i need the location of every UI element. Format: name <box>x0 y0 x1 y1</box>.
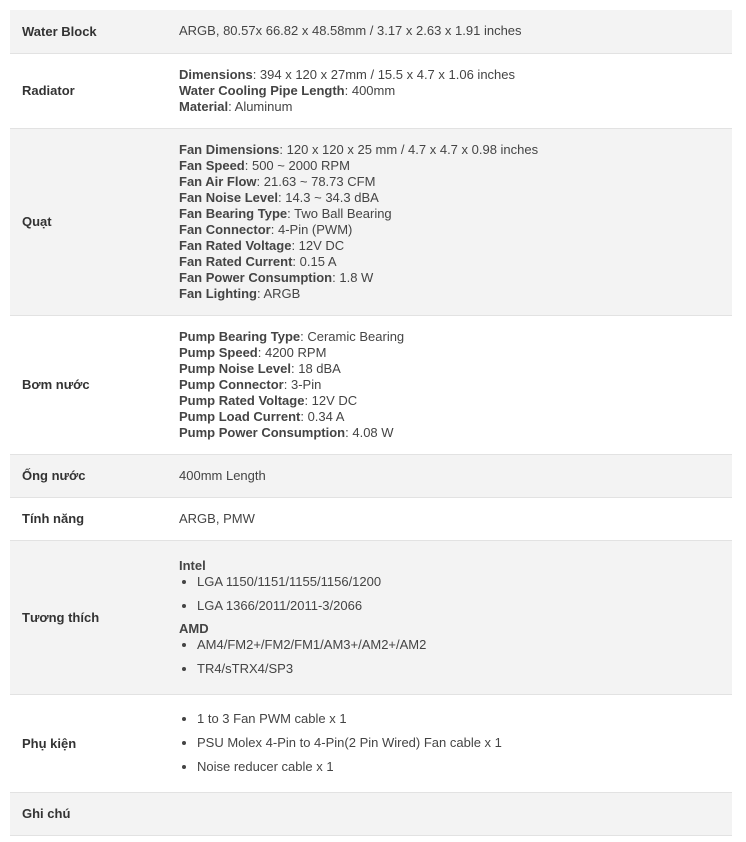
spec-val: : 12V DC <box>304 392 358 408</box>
spec-line <box>179 83 732 99</box>
spec-val: : 394 x 120 x 27mm / 15.5 x 4.7 x 1.06 inches <box>252 66 516 82</box>
spec-line <box>179 254 732 270</box>
spec-line <box>179 425 732 441</box>
spec-line <box>179 238 732 254</box>
spec-line <box>179 393 732 409</box>
spec-val: : 0.34 A <box>300 408 345 424</box>
spec-row-notes <box>10 792 732 835</box>
spec-label: Bơm nước <box>10 315 167 454</box>
accessory-item: • PSU Molex 4-Pin to 4-Pin(2 Pin Wired) Fan cable x 1 <box>197 735 732 751</box>
spec-value: ARGB, 80.57x 66.82 x 48.58mm / 3.17 x 2.63 x 1.91 inches <box>167 10 732 53</box>
spec-key: Fan Lighting <box>179 285 257 301</box>
compat-group-title: Intel <box>179 557 206 573</box>
spec-line <box>179 67 732 83</box>
spec-row-fan <box>10 128 732 315</box>
spec-label: Tương thích <box>10 540 167 694</box>
spec-line <box>179 222 732 238</box>
spec-val: : Two Ball Bearing <box>287 205 392 221</box>
spec-line <box>179 377 732 393</box>
spec-row-water-block <box>10 10 732 53</box>
spec-row-pump <box>10 315 732 454</box>
compat-item: • LGA 1150/1151/1155/1156/1200 <box>197 574 732 590</box>
spec-val: : 120 x 120 x 25 mm / 4.7 x 4.7 x 0.98 inches <box>279 141 539 157</box>
accessory-item: • 1 to 3 Fan PWM cable x 1 <box>197 711 732 727</box>
spec-val: : 14.3 ~ 34.3 dBA <box>277 189 379 205</box>
spec-val: : 500 ~ 2000 RPM <box>244 157 350 173</box>
spec-line <box>179 174 732 190</box>
spec-key: Fan Noise Level <box>179 189 278 205</box>
spec-value <box>167 694 732 792</box>
spec-val: : 0.15 A <box>292 253 337 269</box>
spec-label: Water Block <box>10 10 167 53</box>
spec-key: Fan Rated Current <box>179 253 293 269</box>
spec-key: Pump Speed <box>179 344 258 360</box>
spec-val: : 400mm <box>344 82 396 98</box>
spec-val: : 21.63 ~ 78.73 CFM <box>256 173 376 189</box>
spec-key: Material <box>179 98 229 114</box>
spec-key: Pump Rated Voltage <box>179 392 305 408</box>
spec-val: : Aluminum <box>228 98 293 114</box>
compat-item: • LGA 1366/2011/2011-3/2066 <box>197 598 732 614</box>
spec-key: Fan Rated Voltage <box>179 237 292 253</box>
spec-label: Tính năng <box>10 497 167 540</box>
spec-val: : 4200 RPM <box>257 344 327 360</box>
spec-key: Fan Air Flow <box>179 173 257 189</box>
spec-key: Fan Bearing Type <box>179 205 288 221</box>
spec-row-compatibility <box>10 540 732 694</box>
spec-label: Ống nước <box>10 454 167 497</box>
spec-value <box>167 128 732 315</box>
spec-label: Phụ kiện <box>10 694 167 792</box>
spec-key: Fan Dimensions <box>179 141 280 157</box>
spec-value: ARGB, PMW <box>167 497 732 540</box>
spec-row-features <box>10 497 732 540</box>
spec-key: Pump Load Current <box>179 408 301 424</box>
spec-val: : Ceramic Bearing <box>300 328 405 344</box>
spec-line <box>179 190 732 206</box>
spec-val: : 1.8 W <box>332 269 374 285</box>
spec-key: Fan Power Consumption <box>179 269 333 285</box>
spec-val: : 4-Pin (PWM) <box>270 221 353 237</box>
spec-line <box>179 142 732 158</box>
spec-line <box>179 206 732 222</box>
spec-row-tube <box>10 454 732 497</box>
spec-key: Dimensions <box>179 66 253 82</box>
spec-key: Pump Bearing Type <box>179 328 301 344</box>
spec-line <box>179 99 732 115</box>
spec-key: Pump Connector <box>179 376 284 392</box>
spec-line <box>179 361 732 377</box>
spec-line <box>179 270 732 286</box>
compat-item: • TR4/sTRX4/SP3 <box>197 661 732 677</box>
spec-value <box>167 315 732 454</box>
spec-row-accessories <box>10 694 732 792</box>
spec-line <box>179 345 732 361</box>
spec-val: : 3-Pin <box>283 376 322 392</box>
spec-key: Fan Connector <box>179 221 271 237</box>
spec-label: Radiator <box>10 53 167 128</box>
spec-value <box>167 540 732 694</box>
spec-val: : 18 dBA <box>290 360 341 376</box>
spec-val: : 12V DC <box>291 237 345 253</box>
spec-label: Ghi chú <box>10 792 167 835</box>
spec-row-radiator <box>10 53 732 128</box>
compat-list <box>179 637 732 677</box>
spec-value <box>167 792 732 835</box>
spec-val: : ARGB <box>256 285 301 301</box>
spec-key: Water Cooling Pipe Length <box>179 82 345 98</box>
spec-line <box>179 286 732 302</box>
accessory-item: • Noise reducer cable x 1 <box>197 759 732 775</box>
compat-list <box>179 574 732 614</box>
spec-value <box>167 53 732 128</box>
spec-val: : 4.08 W <box>345 424 394 440</box>
spec-line <box>179 409 732 425</box>
spec-key: Pump Noise Level <box>179 360 291 376</box>
spec-key: Pump Power Consumption <box>179 424 346 440</box>
compat-group-title: AMD <box>179 620 209 636</box>
spec-table <box>10 10 732 836</box>
spec-line <box>179 329 732 345</box>
compat-item: • AM4/FM2+/FM2/FM1/AM3+/AM2+/AM2 <box>197 637 732 653</box>
spec-value: 400mm Length <box>167 454 732 497</box>
spec-label: Quạt <box>10 128 167 315</box>
spec-line <box>179 158 732 174</box>
spec-key: Fan Speed <box>179 157 245 173</box>
accessory-list <box>179 711 732 775</box>
